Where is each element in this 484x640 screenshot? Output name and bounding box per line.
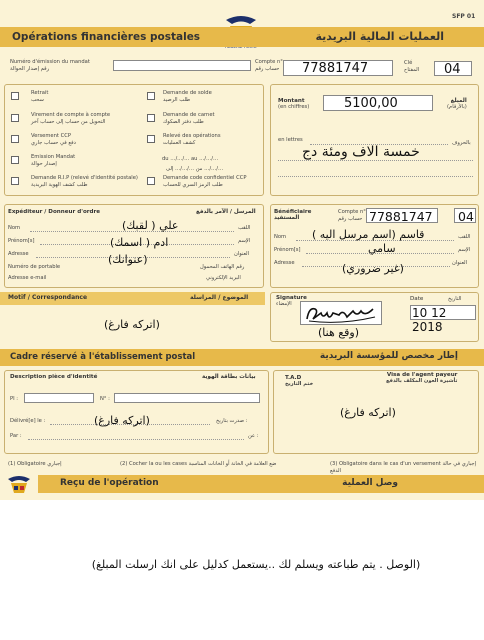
footnote-3: (3) Obligatoire dans le cas d'un versement إجباري في حالة الدفع [330,461,477,474]
checkbox-retrait[interactable] [11,92,19,100]
date-label: Date [410,296,424,302]
ben-adresse-value: (غير ضروري) [342,262,404,275]
expediteur-title-ar: المرسل / الآمر بالدفع [196,209,256,215]
ben-adresse-label: Adresse [274,260,295,266]
exp-portable-label-ar: رقم الهاتف المحمول [200,264,245,270]
cadre-right-note: (اتركه فارغ) [340,406,396,419]
ben-nom-label: Nom [274,234,287,240]
ben-prenom-label-ar: الإسم [458,247,471,253]
lettres-label-ar: بالحروف [452,140,471,146]
title-ar: العمليات المالية البريدية [315,30,444,43]
ben-compte-value: 77881747 [369,209,433,224]
checkbox-carnet[interactable] [147,114,155,122]
op-releve-label: Relevé des opérations كشف العمليات [163,133,221,146]
visa-label: Visa de l'agent payeur تأشيرة العون المكلف بالدفع [386,372,458,384]
montant-field[interactable] [323,95,433,111]
footnote-2: (2) Cocher la ou les cases ضع العلامة في الخانة أو الخانات المناسبة [120,461,277,467]
checkbox-code-confidentiel[interactable] [147,177,155,185]
ben-prenom-label: Prénom[s] [274,247,301,253]
checkbox-emission-mandat[interactable] [11,156,19,164]
op-solde-label: Demande de solde طلب الرصيد [163,90,212,103]
expediteur-title: Expéditeur / Donneur d'ordre [8,209,101,215]
period-min: من …/…/… إلى …/…/… [166,166,224,172]
compte-label: Compte n° حساب رقم [255,59,283,72]
exp-email-label: Adresse e-mail [8,275,47,281]
cle-value: 04 [444,62,461,77]
checkbox-demande-solde[interactable] [147,92,155,100]
exp-nom-value: علي ( لقبك) [122,219,179,232]
mandat-label: Numéro d'émission du mandat رقم إصدار الحوالة [10,59,90,72]
ben-compte-field[interactable] [366,208,438,223]
checkbox-virement[interactable] [11,114,19,122]
signature-box[interactable] [300,301,382,325]
title-fr: Opérations financières postales [12,31,201,43]
checkbox-rip[interactable] [11,177,19,185]
no-label: N° : [100,396,110,402]
exp-adresse-label-ar: العنوان [234,251,250,257]
montant-label-ar: المبلغ (بالأرقام) [447,98,467,110]
title-band [0,27,484,47]
motif-band: Motif / Correspondance الموضوع / المراسلة [0,292,265,305]
lettres-line-2 [278,160,473,161]
lettres-label: en lettres [278,137,303,143]
lettres-value: خمسة الاف ومئة دج [302,144,420,160]
par-line[interactable] [28,439,244,440]
op-retrait-label: Retrait سحب [31,90,49,103]
date-value: 10 12 2018 [412,306,447,334]
par-label: Par : [10,433,22,439]
ben-prenom-value: سامي [368,242,396,255]
exp-prenom-label: Prénom[s] [8,238,35,244]
op-carnet-label: Demande de carnet طلب دفتر الصكوك [163,112,215,125]
compte-number-value: 77881747 [302,61,369,76]
date-label-ar: التاريخ [448,296,462,302]
cadre-band: Cadre réservé à l'établissement postal إطار مخصص للمؤسسة البريدية [0,349,484,366]
compte-number-field[interactable] [283,60,393,76]
signature-value [311,307,345,317]
date-field[interactable] [410,305,476,334]
exp-email-label-ar: البريد الإلكتروني [206,275,241,281]
mandat-number-field[interactable] [113,60,251,71]
op-code-label: Demande code confidentiel CCP طلب الرمز السري للحساب [163,175,247,188]
ben-cle-value: 04 [458,209,474,224]
montant-label: Montant (en chiffres) [278,98,310,110]
lettres-line-3 [278,176,473,177]
piece-label-ar: بيانات بطاقة الهوية [202,374,256,380]
recu-band: Reçu de l'opération وصل العملية [38,475,484,493]
motif-value: (اتركه فارغ) [104,318,160,331]
period-du: du …/…/… au …/…/… [162,156,219,162]
exp-prenom-label-ar: الإسم [238,238,251,244]
caption-text: (الوصل . يتم طباعته ويسلم لك ..يستعمل كدليل على انك ارسلت المبلغ) [91,558,421,571]
pi-field[interactable] [24,393,94,403]
exp-portable-label: Numéro de portable [8,264,61,270]
signature-note: (وقع هنا) [318,326,359,339]
par-label-ar: عن : [248,433,259,439]
ben-compte-label: Compte n° حساب رقم [338,209,366,222]
pi-label: PI : [10,396,19,402]
exp-adresse-label: Adresse [8,251,29,257]
ben-cle-field[interactable] [454,208,476,223]
cadre-left-panel [4,370,269,454]
exp-nom-label: Nom [8,225,21,231]
delivre-label-ar: صدرت بتاريخ : [216,418,248,424]
cle-field[interactable] [434,61,472,76]
exp-prenom-value: ادم ( اسمك) [110,236,169,249]
ben-adresse-label-ar: العنوان [452,260,468,266]
delivre-label: Délivré[e] le : [10,418,46,424]
op-mandat-label: Emission Mandat إصدار حوالة [31,154,76,167]
form-code: SFP 01 [452,13,476,20]
tad-label: T.A.D ختم التاريخ [285,375,314,387]
cadre-left-note: (اتركه فارغ) [94,414,150,427]
op-versement-label: Versement CCP دفع في حساب جاري [31,133,76,146]
ben-nom-label-ar: اللقب [458,234,471,240]
signature-label: Signature الإمضاء [276,295,307,307]
ben-nom-value: قاسم (اسم مرسل اليه ) [312,228,425,241]
beneficiaire-title: Bénéficiaire المستفيد [274,209,312,221]
algerie-poste-small-logo-icon [6,472,32,498]
no-field[interactable] [114,393,260,403]
piece-label: Description pièce d'identité [10,374,98,380]
cle-label: Clé المفتاح [404,60,420,73]
checkbox-releve[interactable] [147,135,155,143]
exp-nom-label-ar: اللقب [238,225,251,231]
exp-adresse-value: (عنوانك) [108,253,148,266]
montant-value: 5100,00 [344,96,398,111]
checkbox-versement[interactable] [11,135,19,143]
op-rip-label: Demande R.I.P (relevé d'identité postale) طلب كشف الهوية البريدية [31,175,138,188]
op-virement-label: Virement de compte à compte التحويل من حساب إلى حساب آخر [31,112,111,125]
footnote-1: (1) Obligatoire إجباري [8,461,62,467]
